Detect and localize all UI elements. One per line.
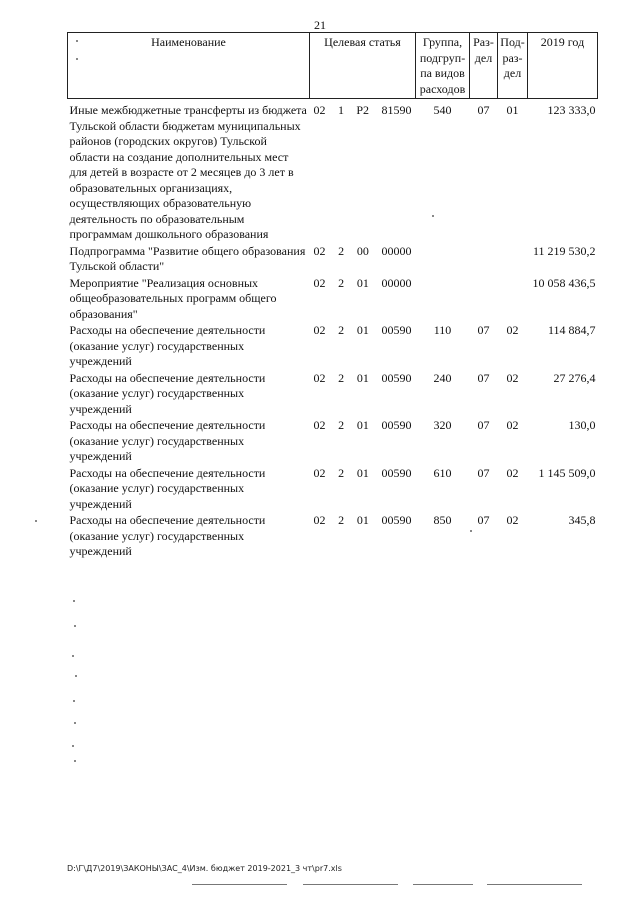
table-row xyxy=(68,417,598,465)
scan-speck xyxy=(75,675,77,677)
footer-file-path: D:\Г\Д7\2019\ЗАКОНЫ\ЗАС_4\Изм. бюджет 2019-2021_3 чт\pr7.xls xyxy=(67,864,342,873)
scan-speck xyxy=(76,58,78,60)
row-amount: 27 276,4 xyxy=(553,370,596,385)
target-measure: 01 xyxy=(356,323,369,337)
scan-line xyxy=(413,884,473,885)
target-program: 02 xyxy=(313,370,326,385)
scan-speck xyxy=(72,745,74,747)
table-row xyxy=(68,512,598,560)
row-subsection: 02 xyxy=(506,465,519,480)
table-row xyxy=(68,465,598,513)
row-expense-group: 320 xyxy=(433,418,452,432)
row-section: 07 xyxy=(477,323,490,337)
row-expense-group: 240 xyxy=(433,370,452,385)
header-target-article: Целевая статья xyxy=(310,33,416,99)
row-target-article xyxy=(310,465,416,513)
scan-speck xyxy=(74,625,76,627)
scan-speck xyxy=(432,215,434,217)
row-name: Расходы на обеспечение деятельности (оказание услуг) государственных учреждений xyxy=(69,323,266,368)
target-subprogram: 2 xyxy=(338,465,345,480)
header-subsection: Подраздел xyxy=(498,33,528,99)
target-subprogram: 2 xyxy=(338,418,345,432)
target-subprogram: 1 xyxy=(337,103,344,117)
target-program: 02 xyxy=(313,418,326,432)
row-amount: 10 058 436,5 xyxy=(532,275,596,290)
row-expense-group xyxy=(416,275,470,323)
target-program: 02 xyxy=(313,243,326,258)
table-row xyxy=(68,243,598,275)
page-number: 21 xyxy=(314,18,326,32)
target-measure: 01 xyxy=(356,275,369,290)
scan-line xyxy=(303,884,398,885)
target-subprogram: 2 xyxy=(338,243,345,258)
table-row xyxy=(68,275,598,323)
row-target-article xyxy=(310,275,416,323)
target-program: 02 xyxy=(313,513,326,527)
table-row xyxy=(68,370,598,418)
header-expense-group: Группа, подгруппа видов расходов xyxy=(416,33,470,99)
header-section: Раздел xyxy=(470,33,498,99)
row-name: Расходы на обеспечение деятельности (оказание услуг) государственных учреждений xyxy=(69,370,266,416)
target-measure: 01 xyxy=(356,513,369,527)
table-row xyxy=(68,322,598,370)
row-section: 07 xyxy=(477,513,490,527)
row-subsection xyxy=(498,275,528,323)
scan-speck xyxy=(76,40,78,42)
target-program: 02 xyxy=(313,275,326,290)
row-amount: 345,8 xyxy=(568,513,596,527)
row-target-article xyxy=(310,370,416,418)
row-amount: 11 219 530,2 xyxy=(532,243,596,258)
target-direction: 00590 xyxy=(381,465,412,480)
row-amount: 114 884,7 xyxy=(547,323,596,337)
row-amount: 123 333,0 xyxy=(547,103,596,117)
row-subsection: 01 xyxy=(506,103,519,117)
target-direction: 00590 xyxy=(381,370,412,385)
target-subprogram: 2 xyxy=(338,323,345,337)
scan-speck xyxy=(73,600,75,602)
target-direction: 00590 xyxy=(381,513,412,527)
row-expense-group xyxy=(416,243,470,275)
row-subsection xyxy=(498,243,528,275)
row-amount: 130,0 xyxy=(568,418,596,432)
table-header-row xyxy=(68,33,598,99)
row-name: Мероприятие "Реализация основных общеобразовательных программ общего образования" xyxy=(69,275,277,321)
scan-speck xyxy=(470,530,472,532)
row-target-article xyxy=(310,99,416,243)
row-section xyxy=(470,275,498,323)
header-year: 2019 год xyxy=(528,33,598,99)
target-measure: 00 xyxy=(356,243,369,258)
row-target-article xyxy=(310,417,416,465)
row-section: 07 xyxy=(477,370,490,385)
row-name: Расходы на обеспечение деятельности (оказание услуг) государственных учреждений xyxy=(69,513,266,558)
scan-speck xyxy=(72,655,74,657)
target-direction: 00590 xyxy=(381,323,412,337)
target-direction: 81590 xyxy=(381,103,412,117)
budget-table xyxy=(67,32,598,560)
row-subsection: 02 xyxy=(506,418,519,432)
row-name: Расходы на обеспечение деятельности (оказание услуг) государственных учреждений xyxy=(69,418,266,463)
target-measure: 01 xyxy=(356,418,369,432)
row-section xyxy=(470,243,498,275)
scan-line xyxy=(192,884,287,885)
target-direction: 00000 xyxy=(381,243,412,258)
row-name: Подпрограмма "Развитие общего образования Тульской области" xyxy=(69,243,306,273)
row-subsection: 02 xyxy=(506,323,519,337)
row-target-article xyxy=(310,243,416,275)
target-subprogram: 2 xyxy=(338,513,345,527)
header-name: Наименование xyxy=(68,33,310,99)
row-target-article xyxy=(310,322,416,370)
scan-speck xyxy=(74,722,76,724)
target-program: 02 xyxy=(313,465,326,480)
target-program: 02 xyxy=(313,103,326,117)
row-amount: 1 145 509,0 xyxy=(538,465,596,480)
table-row xyxy=(68,99,598,243)
scan-speck xyxy=(35,520,37,522)
row-expense-group: 110 xyxy=(433,323,452,337)
target-program: 02 xyxy=(313,323,326,337)
row-section: 07 xyxy=(477,465,490,480)
target-measure: 01 xyxy=(356,370,369,385)
row-target-article xyxy=(310,512,416,560)
target-measure: 01 xyxy=(356,465,369,480)
scan-speck xyxy=(74,760,76,762)
scan-speck xyxy=(73,700,75,702)
target-subprogram: 2 xyxy=(338,275,345,290)
target-direction: 00590 xyxy=(381,418,412,432)
row-expense-group: 850 xyxy=(433,513,452,527)
row-name: Иные межбюджетные трансферты из бюджета Тульской области бюджетам муниципальных районов (городских округов) Тульской области на создание дополнительных мест для детей в возрасте от 2 месяцев до 3 лет в образовательных организациях, осуществляющих образовательную деятельность по образовательным программам дошкольного образования xyxy=(69,103,307,241)
row-subsection: 02 xyxy=(506,370,519,385)
row-section: 07 xyxy=(477,418,490,432)
row-subsection: 02 xyxy=(506,513,519,527)
row-expense-group: 610 xyxy=(433,465,452,480)
target-measure: P2 xyxy=(356,103,370,117)
row-name: Расходы на обеспечение деятельности (оказание услуг) государственных учреждений xyxy=(69,465,266,511)
scan-line xyxy=(487,884,582,885)
row-expense-group: 540 xyxy=(433,103,452,117)
target-subprogram: 2 xyxy=(338,370,345,385)
row-section: 07 xyxy=(477,103,490,117)
target-direction: 00000 xyxy=(381,275,412,290)
